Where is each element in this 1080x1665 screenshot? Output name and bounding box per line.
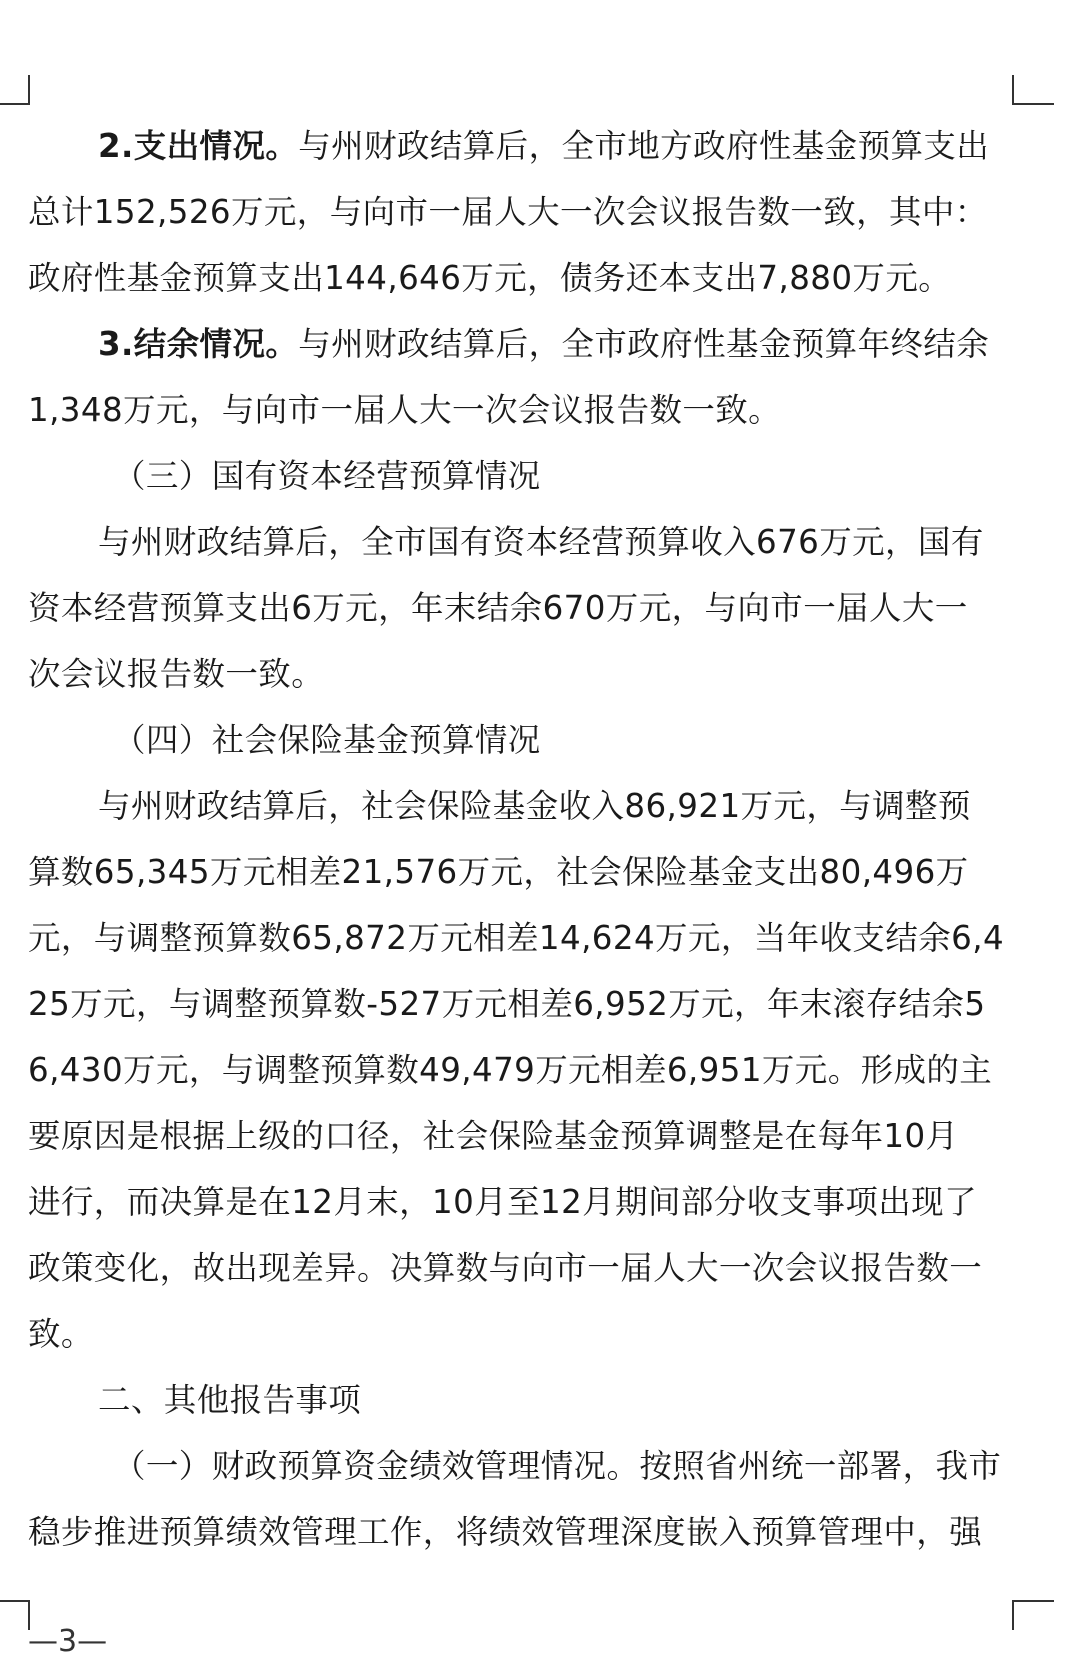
paragraph-line: 1,348万元，与向市一届人大一次会议报告数一致。 xyxy=(28,391,782,429)
paragraph-line: 与州财政结算后，社会保险基金收入86,921万元，与调整预 xyxy=(98,787,971,825)
paragraph-line: 算数65,345万元相差21,576万元，社会保险基金支出80,496万 xyxy=(28,853,969,891)
document-body xyxy=(28,113,1018,1565)
crop-mark-bottom-left xyxy=(0,1600,30,1630)
paragraph-text: 与州财政结算后，全市地方政府性基金预算支出 xyxy=(298,127,990,165)
section-heading: （四）社会保险基金预算情况 xyxy=(113,721,541,759)
paragraph-line: 政府性基金预算支出144,646万元，债务还本支出7,880万元。 xyxy=(28,259,952,297)
paragraph-line: 政策变化，故出现差异。决算数与向市一届人大一次会议报告数一 xyxy=(28,1249,983,1287)
crop-mark-top-left xyxy=(0,75,30,105)
balance-heading-line xyxy=(28,311,1018,377)
paragraph-line: 6,430万元，与调整预算数49,479万元相差6,951万元。形成的主 xyxy=(28,1051,993,1089)
crop-mark-top-right xyxy=(1012,75,1054,105)
section-heading: （三）国有资本经营预算情况 xyxy=(113,457,541,495)
paragraph-line: 要原因是根据上级的口径，社会保险基金预算调整是在每年10月 xyxy=(28,1117,959,1155)
paragraph-line: 资本经营预算支出6万元，年末结余670万元，与向市一届人大一 xyxy=(28,589,968,627)
expenditure-heading-line xyxy=(28,113,1018,179)
paragraph-line: 总计152,526万元，与向市一届人大一次会议报告数一致，其中： xyxy=(28,193,988,231)
paragraph-line: 致。 xyxy=(28,1315,94,1353)
paragraph-line: 进行，而决算是在12月末，10月至12月期间部分收支事项出现了 xyxy=(28,1183,977,1221)
section-lead: 3.结余情况。 xyxy=(98,325,299,363)
paragraph-line: （一）财政预算资金绩效管理情况。按照省州统一部署，我市 xyxy=(113,1447,1002,1485)
page-number: —3— xyxy=(28,1624,108,1659)
paragraph-text: 与州财政结算后，全市政府性基金预算年终结余 xyxy=(298,325,990,363)
paragraph-line: 次会议报告数一致。 xyxy=(28,655,325,693)
crop-mark-bottom-right xyxy=(1012,1600,1054,1630)
section-lead: 2.支出情况。 xyxy=(98,127,299,165)
paragraph-line: 稳步推进预算绩效管理工作，将绩效管理深度嵌入预算管理中，强 xyxy=(28,1513,983,1551)
paragraph-line: 25万元，与调整预算数-527万元相差6,952万元，年末滚存结余5 xyxy=(28,985,986,1023)
section-heading: 二、其他报告事项 xyxy=(98,1381,362,1419)
paragraph-line: 元，与调整预算数65,872万元相差14,624万元，当年收支结余6,4 xyxy=(28,919,1005,957)
paragraph-line: 与州财政结算后，全市国有资本经营预算收入676万元，国有 xyxy=(98,523,984,561)
